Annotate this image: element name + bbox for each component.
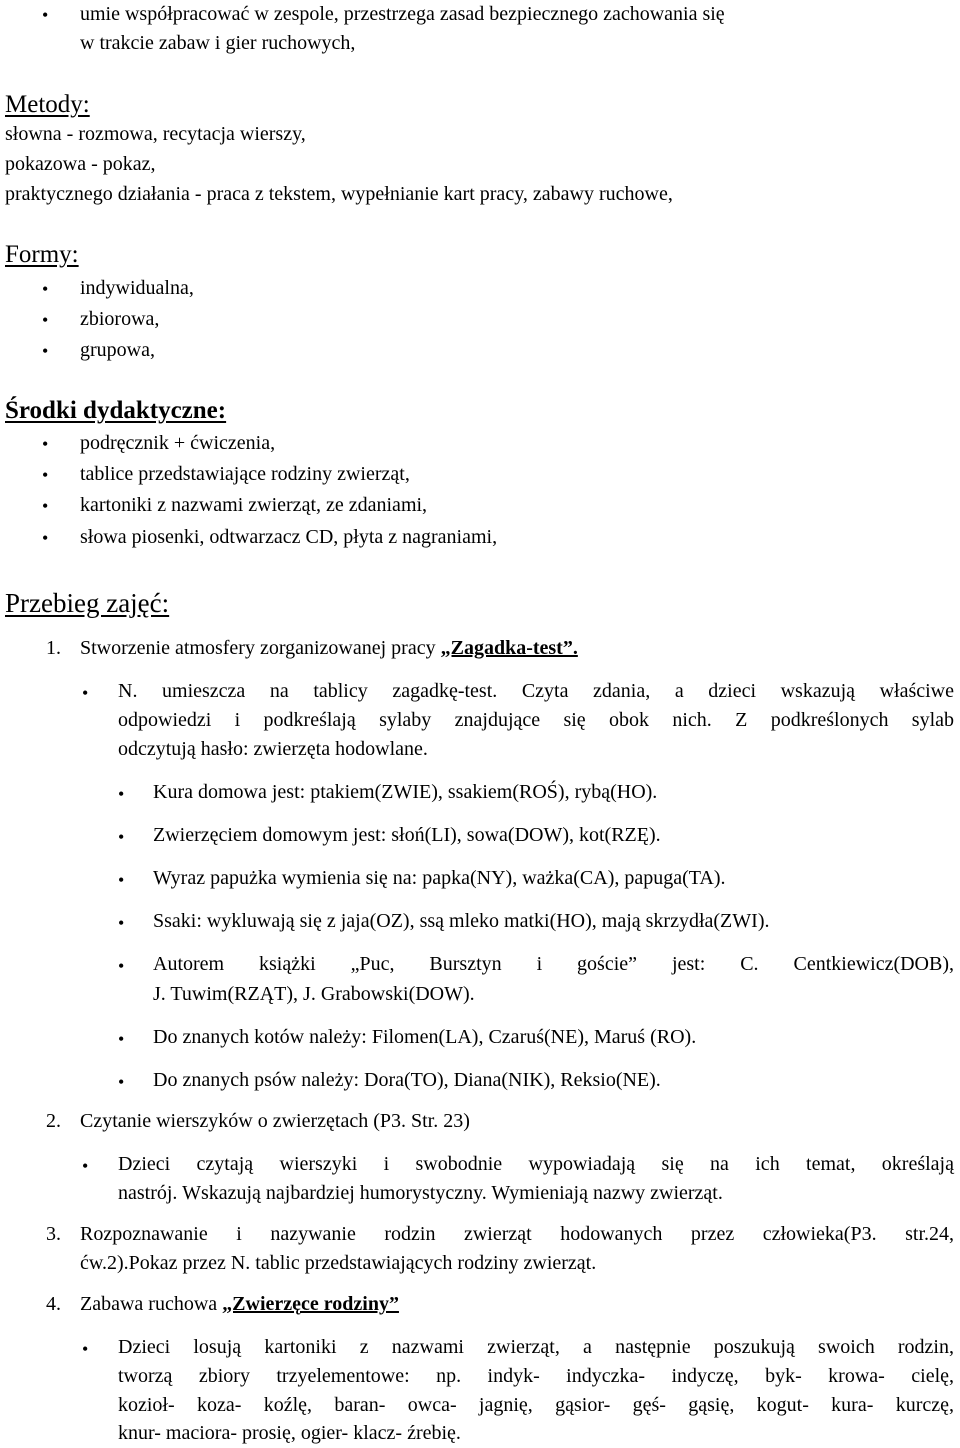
bullet-icon: •: [42, 434, 49, 454]
riddle-item: Zwierzęciem domowym jest: słoń(LI), sowa(DOW), kot(RZĘ).: [153, 824, 661, 846]
formy-item: indywidualna,: [80, 277, 194, 299]
step2-desc-line: Dzieci czytają wierszyki i swobodnie wypowiadają się na ich temat, określają: [118, 1153, 954, 1175]
srodki-item: kartoniki z nazwami zwierząt, ze zdaniami,: [80, 494, 428, 516]
bullet-icon: •: [82, 1339, 89, 1359]
metody-line-3: praktycznego działania - praca z tekstem, wypełnianie kart pracy, zabawy ruchowe,: [5, 183, 673, 205]
step2-text: Czytanie wierszyków o zwierzętach (P3. Str. 23): [80, 1110, 470, 1132]
step4-desc-line: kozioł- koza- koźlę, baran- owca- jagnię, gąsior- gęś- gąsię, kogut- kura- kurczę,: [118, 1394, 954, 1416]
step4-desc-line: Dzieci losują kartoniki z nazwami zwierząt, a następnie poszukują swoich rodzin,: [118, 1336, 954, 1358]
step-number: 1.: [46, 637, 61, 659]
przebieg-heading: Przebieg zajęć:: [5, 588, 170, 618]
step4-line: [80, 1290, 399, 1319]
intro-line-2: w trakcie zabaw i gier ruchowych,: [80, 32, 356, 54]
bullet-icon: •: [42, 5, 49, 25]
bullet-icon: •: [118, 1029, 125, 1049]
step1-line: [80, 634, 578, 663]
riddle-item: Ssaki: wykluwają się z jaja(OZ), ssą mleko matki(HO), mają skrzydła(ZWI).: [153, 910, 770, 932]
step3-line: Rozpoznawanie i nazywanie rodzin zwierząt hodowanych przez człowieka(P3. str.24,: [80, 1223, 954, 1245]
step3-line: ćw.2).Pokaz przez N. tablic przedstawiających rodziny zwierząt.: [80, 1252, 597, 1274]
bullet-icon: •: [42, 528, 49, 548]
step1-text: Stworzenie atmosfery zorganizowanej pracy: [80, 637, 436, 659]
riddle-item: Wyraz papużka wymienia się na: papka(NY), ważka(CA), papuga(TA).: [153, 867, 726, 889]
bullet-icon: •: [42, 496, 49, 516]
formy-item: grupowa,: [80, 339, 155, 361]
bullet-icon: •: [42, 310, 49, 330]
bullet-icon: •: [118, 1072, 125, 1092]
srodki-item: słowa piosenki, odtwarzacz CD, płyta z nagraniami,: [80, 526, 498, 548]
intro-line-1: umie współpracować w zespole, przestrzega zasad bezpiecznego zachowania się: [80, 3, 725, 25]
step1-title: „Zagadka-test”.: [440, 637, 578, 659]
step1-desc-line: N. umieszcza na tablicy zagadkę-test. Czyta zdania, a dzieci wskazują właściwe: [118, 680, 954, 702]
bullet-icon: •: [118, 956, 125, 976]
step4-desc-line: tworzą zbiory trzyelementowe: np. indyk- indyczka- indyczę, byk- krowa- cielę,: [118, 1365, 954, 1387]
bullet-icon: •: [42, 341, 49, 361]
metody-heading: Metody:: [5, 91, 90, 118]
step1-desc-line: odczytują hasło: zwierzęta hodowlane.: [118, 738, 428, 760]
step1-desc-line: odpowiedzi i podkreślają sylaby znajdujące się obok nich. Z podkreślonych sylab: [118, 709, 954, 731]
step2-desc-line: nastrój. Wskazują najbardziej humorystyczny. Wymieniają nazwy zwierząt.: [118, 1182, 723, 1204]
bullet-icon: •: [82, 1156, 89, 1176]
step4-desc-line: knur- maciora- prosię, ogier- klacz- źrebię.: [118, 1422, 461, 1444]
step4-title: „Zwierzęce rodziny”: [222, 1293, 399, 1315]
bullet-icon: •: [118, 784, 125, 804]
bullet-icon: •: [118, 913, 125, 933]
formy-item: zbiorowa,: [80, 308, 160, 330]
srodki-item: tablice przedstawiające rodziny zwierząt,: [80, 463, 410, 485]
step-number: 3.: [46, 1223, 61, 1245]
bullet-icon: •: [42, 279, 49, 299]
metody-line-1: słowna - rozmowa, recytacja wierszy,: [5, 123, 306, 145]
step-number: 4.: [46, 1293, 61, 1315]
bullet-icon: •: [118, 870, 125, 890]
metody-line-2: pokazowa - pokaz,: [5, 153, 156, 175]
riddle-item: Autorem książki „Puc, Bursztyn i goście” jest: C. Centkiewicz(DOB),: [153, 953, 954, 975]
riddle-item: Kura domowa jest: ptakiem(ZWIE), ssakiem(ROŚ), rybą(HO).: [153, 781, 658, 803]
srodki-item: podręcznik + ćwiczenia,: [80, 432, 276, 454]
srodki-heading: Środki dydaktyczne:: [5, 397, 227, 424]
bullet-icon: •: [118, 827, 125, 847]
bullet-icon: •: [42, 465, 49, 485]
step-number: 2.: [46, 1110, 61, 1132]
riddle-item: Do znanych psów należy: Dora(TO), Diana(NIK), Reksio(NE).: [153, 1069, 661, 1091]
step4-text: Zabawa ruchowa: [80, 1293, 218, 1315]
bullet-icon: •: [82, 683, 89, 703]
riddle-item-cont: J. Tuwim(RZĄT), J. Grabowski(DOW).: [153, 983, 475, 1005]
riddle-item: Do znanych kotów należy: Filomen(LA), Czaruś(NE), Maruś (RO).: [153, 1026, 697, 1048]
formy-heading: Formy:: [5, 241, 79, 268]
